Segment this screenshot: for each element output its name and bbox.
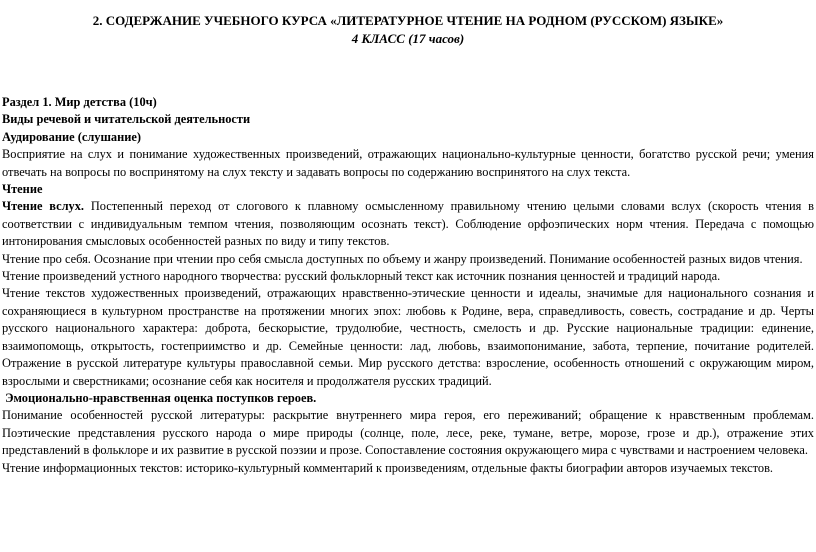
info-paragraph: Чтение информационных текстов: историко-культурный комментарий к произведениям, отдельные факты биографии авторов изучаемых текстов.	[2, 460, 774, 475]
aloud-paragraph	[2, 198, 814, 250]
reading-heading: Чтение	[2, 182, 43, 197]
emotion-heading	[2, 390, 814, 407]
audio-paragraph: Восприятие на слух и понимание художественных произведений, отражающих национально-культурные ценности, богатство русской речи; умения отвечать на вопросы по воспринятому на слух тексту и задавать вопросы по содержанию воспринятого на слух текста.	[2, 147, 814, 179]
aloud-text: Постепенный переход от слогового к плавному осмысленному правильному чтению целыми словами вслух (скорость чтения в соответствии с индивидуальным темпом чтения, позволяющим осознать текст). Соблюдение орфоэпических норм чтения. Передача с помощью интонирования смысловых особенностей разных по виду и типу текстов.	[2, 199, 814, 249]
folk-paragraph: Чтение произведений устного народного творчества: русский фольклорный текст как источник познания ценностей и традиций народа.	[2, 269, 721, 284]
section-subheading: Виды речевой и читательской деятельности	[2, 112, 251, 127]
emotion-heading-text: Эмоционально-нравственная оценка поступков героев.	[5, 390, 317, 405]
silent-paragraph: Чтение про себя. Осознание при чтении про себя смысла доступных по объему и жанру произведений. Понимание особенностей разных видов чтения.	[2, 251, 803, 266]
document-body	[2, 94, 814, 477]
understanding-paragraph: Понимание особенностей русской литературы: раскрытие внутреннего мира героя, его переживаний; обращение к нравственным проблемам. Поэтические представления русского народа о мире природы (солнце, поле, лесе, реке, тумане, ветре, морозе, грозе и др.), отражение этих представлений в фольклоре и их развитие в русской поэзии и прозе. Сопоставление состояния окружающего мира с чувствами и настроением человека.	[2, 408, 814, 458]
document-subtitle: 4 КЛАСС (17 часов)	[351, 31, 465, 46]
aloud-label: Чтение вслух.	[2, 199, 85, 214]
audio-heading: Аудирование (слушание)	[2, 129, 142, 144]
document-title: 2. СОДЕРЖАНИЕ УЧЕБНОГО КУРСА «ЛИТЕРАТУРНОЕ ЧТЕНИЕ НА РОДНОМ (РУССКОМ) ЯЗЫКЕ»	[92, 13, 724, 28]
section-heading: Раздел 1. Мир детства (10ч)	[2, 95, 157, 109]
fiction-paragraph: Чтение текстов художественных произведений, отражающих нравственно-этические ценности и идеалы, значимые для национального сознания и сохраняющиеся в культурном пространстве на протяжении многих эпох: любовь к Родине, вера, справедливость, совесть, сострадание и др. Черты русского национального характера: доброта, бескорыстие, трудолюбие, честность, смелость и др. Русские национальные традиции: единение, взаимопомощь, открытость, гостеприимство и др. Семейные ценности: лад, любовь, взаимопонимание, забота, терпение, почитание родителей. Отражение в русской литературе культуры православной семьи. Мир русского детства: взросление, особенность отношений с окружающим миром, взрослыми и сверстниками; осознание себя как носителя и продолжателя русских традиций.	[2, 286, 814, 388]
